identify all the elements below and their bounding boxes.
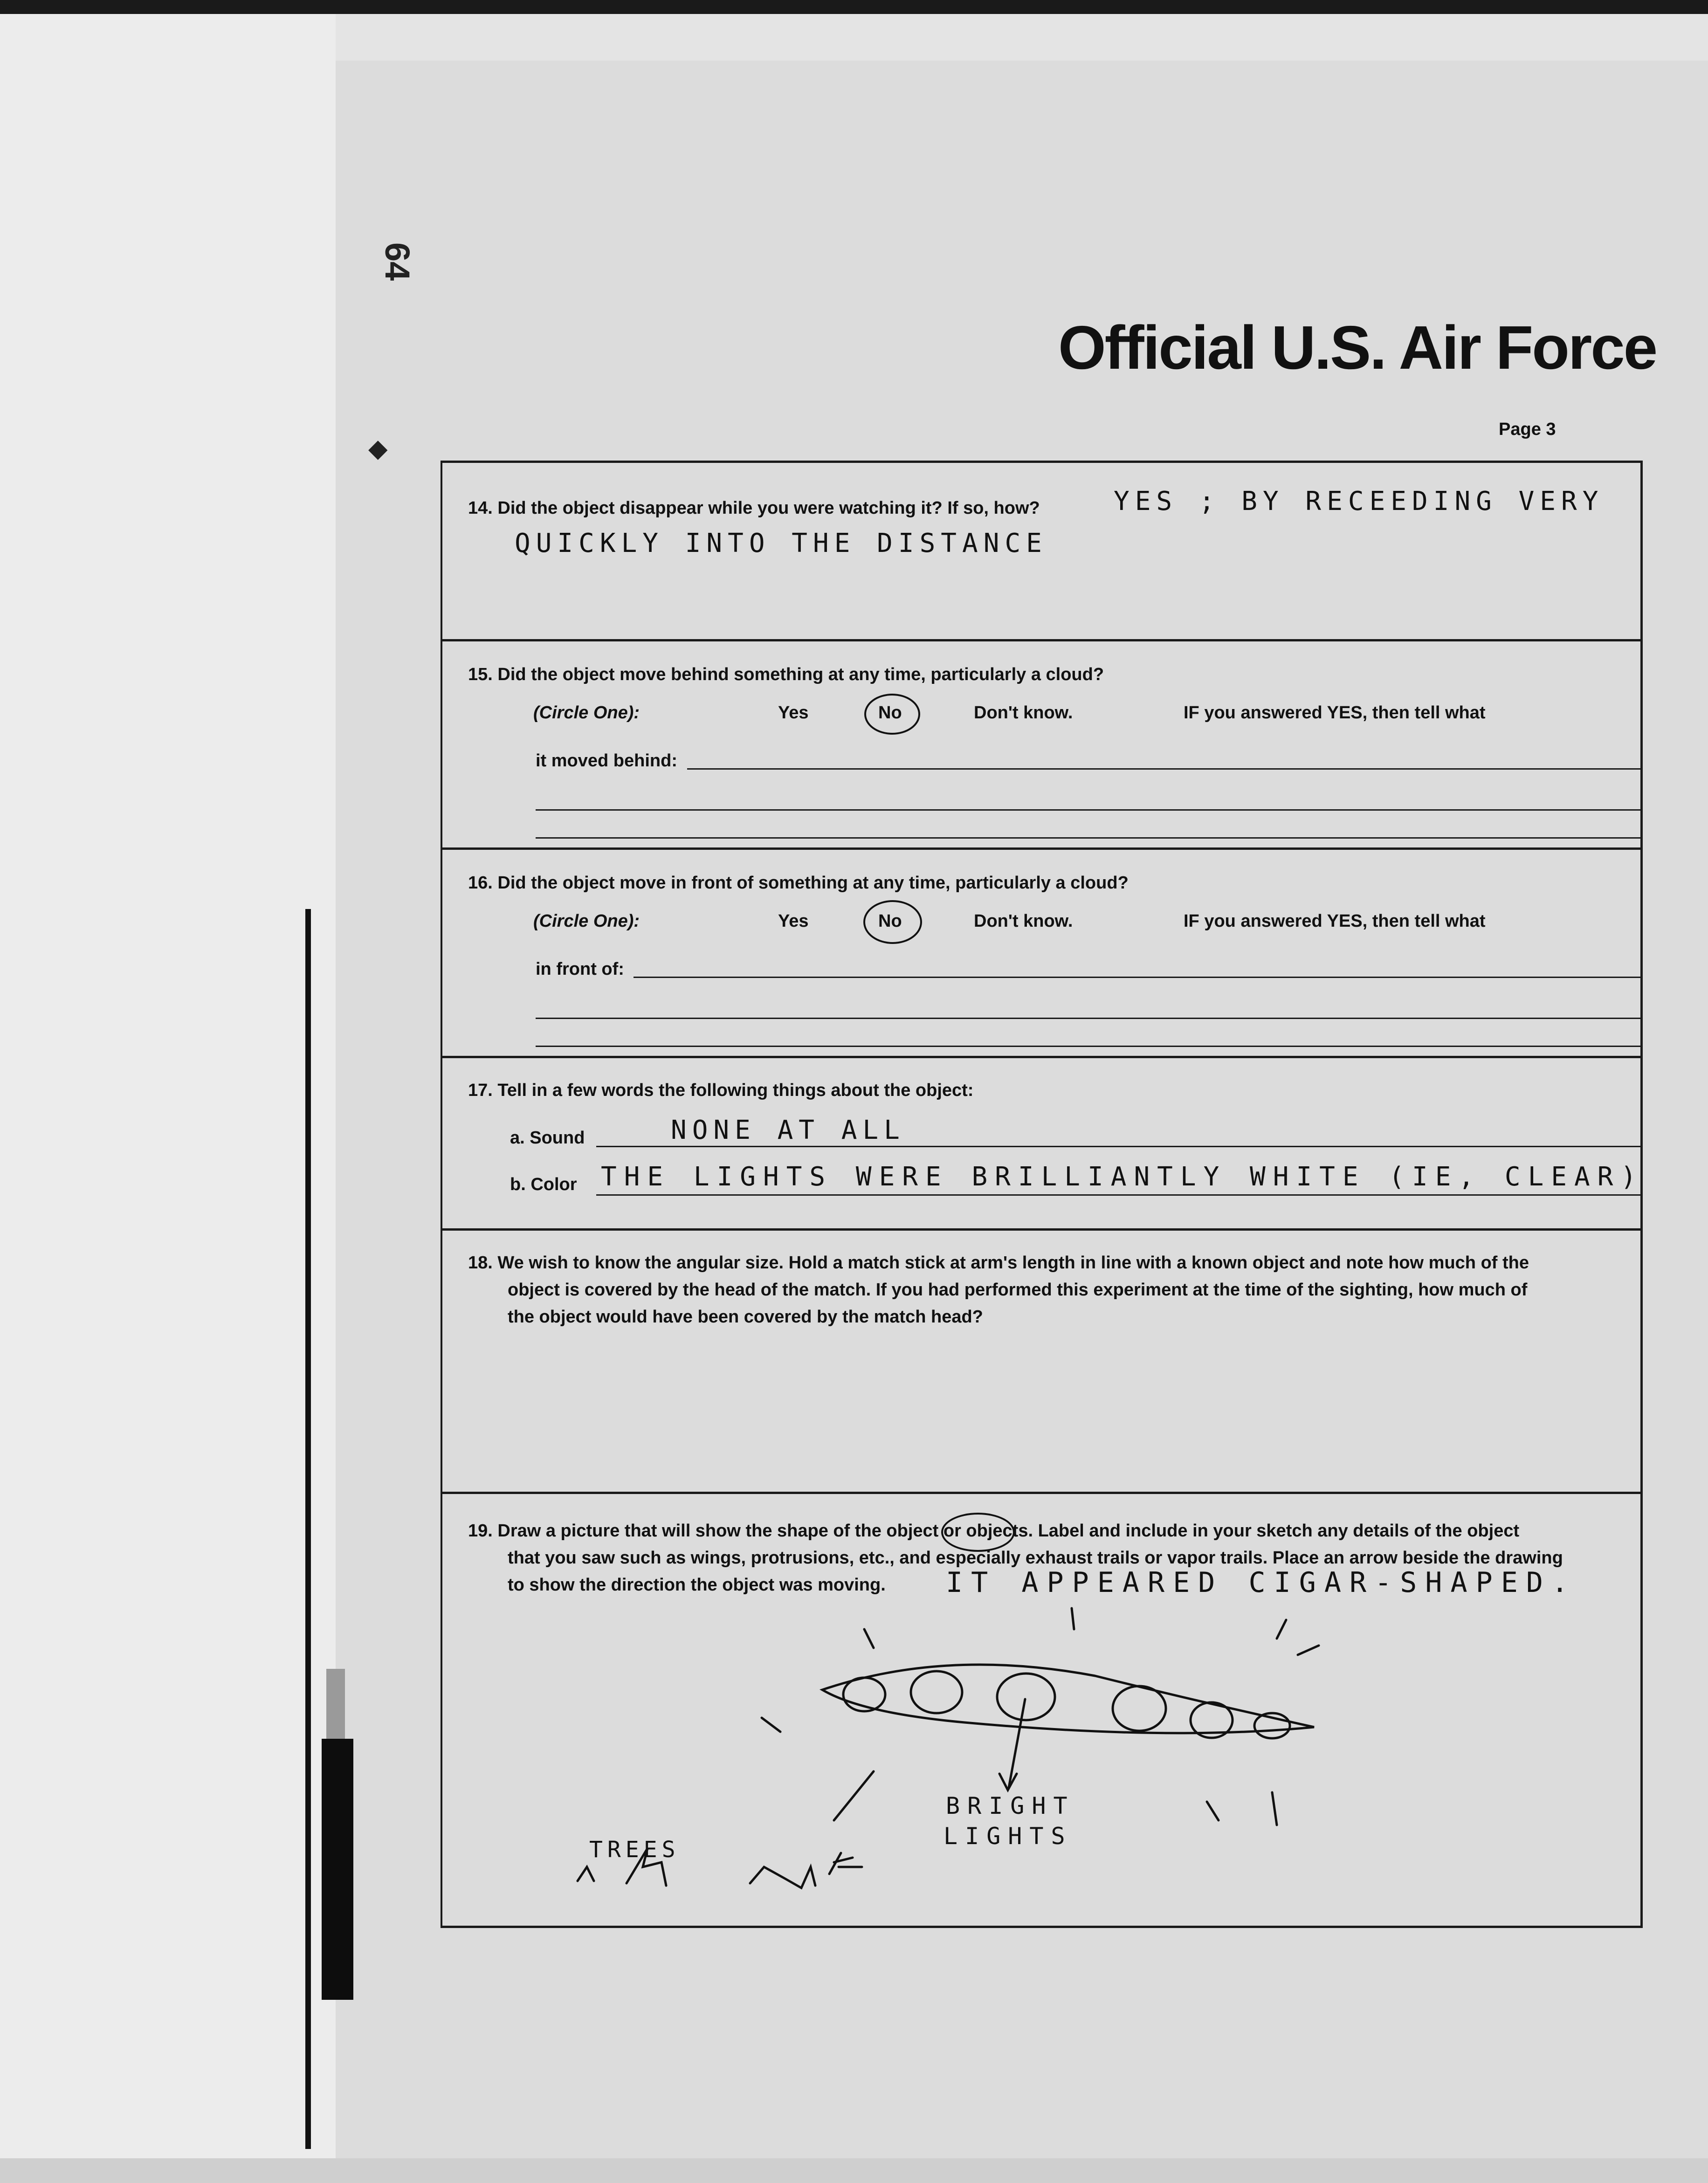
q15-divider [536, 837, 1640, 839]
q17-color-line[interactable] [596, 1194, 1640, 1196]
q16-option-no[interactable]: No [878, 911, 902, 931]
q16-if-yes-note: IF you answered YES, then tell what [1184, 911, 1486, 931]
q14-text: 14. Did the object disappear while you were watching it? If so, how? [468, 498, 1040, 518]
q16-circle-one: (Circle One): [533, 911, 640, 931]
light-4 [1113, 1686, 1166, 1731]
margin-page-number: 64 [378, 242, 417, 281]
question-16 [442, 850, 1640, 1058]
q18-text-1: 18. We wish to know the angular size. Hold a match stick at arm's length in line with a known object and note how much of the [468, 1253, 1529, 1273]
label-trees: TREES [589, 1837, 680, 1863]
q16-option-yes[interactable]: Yes [778, 911, 809, 931]
q15-circle-one: (Circle One): [533, 703, 640, 723]
ray-7 [1207, 1802, 1219, 1820]
tree-4 [829, 1853, 862, 1874]
q15-selected-circle [864, 694, 920, 735]
q16-option-dont-know[interactable]: Don't know. [974, 911, 1073, 931]
q16-follow-label: in front of: [536, 959, 624, 979]
q15-option-yes[interactable]: Yes [778, 703, 809, 723]
question-19 [442, 1494, 1640, 1923]
light-2 [911, 1671, 962, 1713]
edge-black-mark [322, 1739, 353, 2000]
q15-answer-line-2[interactable] [536, 809, 1640, 811]
q15-option-dont-know[interactable]: Don't know. [974, 703, 1073, 723]
ray-3 [1298, 1646, 1319, 1655]
question-14 [442, 463, 1640, 641]
q15-follow-label: it moved behind: [536, 751, 677, 771]
sheet-edge-line [305, 909, 311, 2149]
tree-3 [750, 1867, 815, 1888]
scan-bottom-strip [0, 2158, 1708, 2183]
q17-sound-answer: NONE AT ALL [671, 1115, 905, 1145]
ray-1 [864, 1629, 874, 1648]
q19-sketch-caption: IT APPEARED CIGAR-SHAPED. [946, 1566, 1577, 1599]
label-bright: BRIGHT [946, 1792, 1075, 1819]
question-17 [442, 1058, 1644, 1231]
q19-text-3: to show the direction the object was moving. [508, 1575, 886, 1595]
tree-1 [578, 1867, 594, 1881]
questionnaire-form [441, 461, 1643, 1928]
q19-text-2: that you saw such as wings, protrusions, etc., and especially exhaust trails or vapor trails. Place an arrow beside the drawing [508, 1548, 1563, 1568]
page-label: Page 3 [1499, 420, 1556, 439]
q18-text-2: object is covered by the head of the match. If you had performed this experiment at the time of the sighting, how much of [508, 1280, 1528, 1300]
cigar-body [822, 1665, 1314, 1733]
q16-answer-line-2[interactable] [536, 1018, 1640, 1019]
punch-hole-mark: ◆ [368, 434, 388, 462]
q15-text: 15. Did the object move behind something at any time, particularly a cloud? [468, 665, 1104, 684]
edge-grey-mark [326, 1669, 345, 1739]
question-18 [442, 1231, 1640, 1494]
caption-pointer [1072, 1608, 1074, 1629]
ray-2 [1277, 1620, 1286, 1639]
ray-5 [834, 1771, 874, 1820]
q14-answer-line1: YES ; BY RECEEDING VERY [1114, 486, 1604, 516]
q17-color-label: b. Color [510, 1175, 577, 1194]
q15-if-yes-note: IF you answered YES, then tell what [1184, 703, 1486, 723]
ray-6 [1272, 1792, 1277, 1825]
q18-text-3: the object would have been covered by the match head? [508, 1307, 983, 1327]
q15-option-no[interactable]: No [878, 703, 902, 723]
q16-divider [536, 1046, 1640, 1047]
q17-text: 17. Tell in a few words the following things about the object: [468, 1081, 974, 1100]
q17-sound-line[interactable] [596, 1146, 1640, 1147]
question-15 [442, 641, 1640, 850]
q15-answer-line[interactable] [687, 768, 1640, 770]
scan-left-margin [0, 14, 336, 2183]
q16-text: 16. Did the object move in front of something at any time, particularly a cloud? [468, 873, 1129, 893]
label-lights: LIGHTS [944, 1823, 1073, 1850]
q16-selected-circle [863, 900, 922, 944]
q19-text-1: 19. Draw a picture that will show the shape of the object or objects. Label and include in your sketch any details of the object [468, 1521, 1520, 1541]
q14-answer-line2: QUICKLY INTO THE DISTANCE [515, 528, 1047, 558]
q16-answer-line[interactable] [634, 977, 1640, 978]
q17-sound-label: a. Sound [510, 1128, 585, 1148]
q17-color-answer: THE LIGHTS WERE BRILLIANTLY WHITE (IE, CLEAR) [601, 1162, 1644, 1192]
form-title: Official U.S. Air Force [1058, 313, 1657, 382]
ray-4 [762, 1718, 780, 1732]
light-3 [997, 1673, 1055, 1720]
